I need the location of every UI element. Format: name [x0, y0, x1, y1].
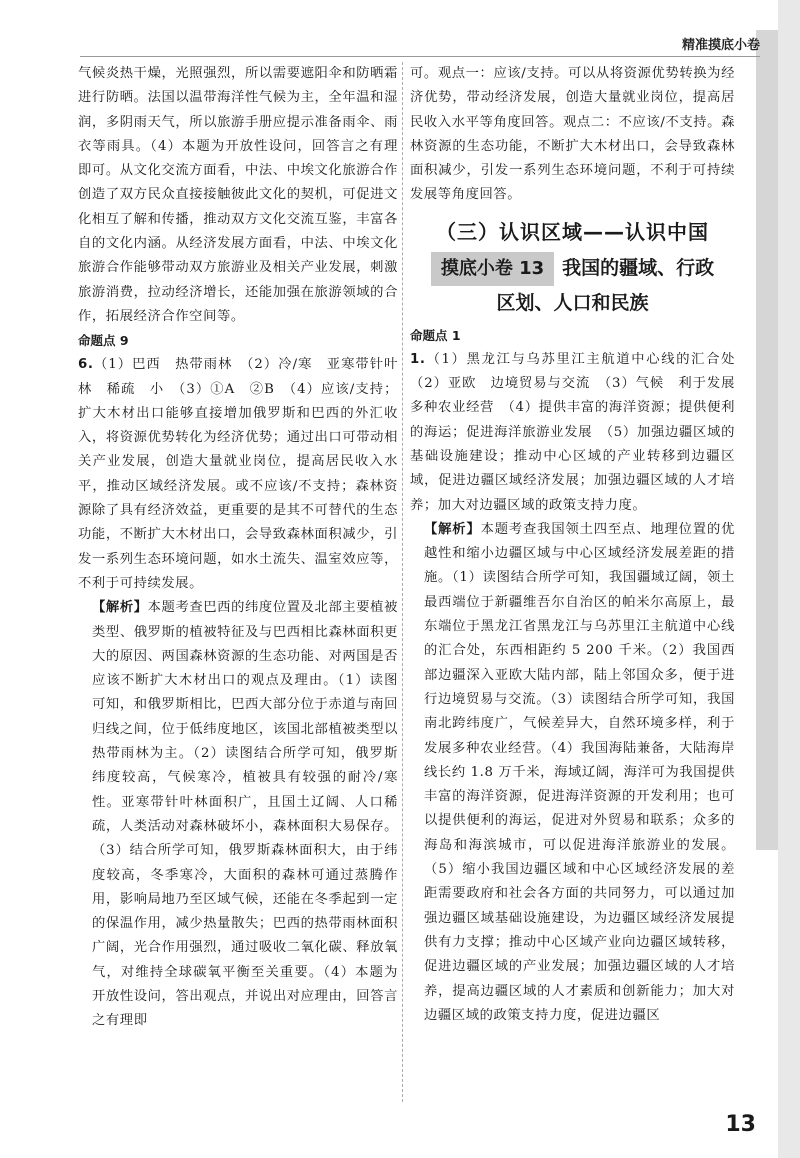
paper-title: [410, 251, 735, 320]
q1-answer: [410, 348, 749, 518]
q6-analysis: [78, 596, 398, 1033]
q1-analysis: [410, 518, 735, 1028]
q6-answer: [78, 353, 398, 596]
topic-label-1: 命题点 1: [410, 327, 461, 343]
analysis-label: 【解析】: [424, 521, 481, 537]
paper-title-line-1: 我国的疆域、行政: [562, 256, 715, 279]
q1-number: 1.: [410, 351, 426, 367]
paper-badge: 摸底小卷 13: [431, 252, 554, 286]
section-title: （三）认识区域——认识中国: [436, 219, 709, 244]
topic-label-9: 命题点 9: [78, 333, 129, 349]
intro-paragraph: 气候炎热干燥，光照强烈，所以需要遮阳伞和防晒霜进行防晒。法国以温带海洋性气候为主，全年温和湿润，多阴雨天气，所以旅游手册应提示准备雨伞、雨衣等雨具。（4）本题为开放性设问，回答言之有理即可。从文化交流方面看，中法、中埃文化旅游合作创造了双方民众直接接触彼此文化的契机，可促进文化相互了解和传播，推动双方文化交流互鉴，丰富各自的文化内涵。从经济发展方面看，中法、中埃文化旅游合作能够带动双方旅游业及相关产业发展，刺激旅游消费，拉动经济增长，还能加强在旅游领域的合作，拓展经济合作空间等。: [78, 66, 398, 324]
analysis-label: 【解析】: [92, 600, 148, 616]
header-rule: [80, 56, 760, 57]
left-column: [78, 62, 398, 1034]
q6-analysis-text: 本题考查巴西的纬度位置及北部主要植被类型、俄罗斯的植被特征及与巴西相比森林面积更大的原因、两国森林资源的生态功能、对两国是否应该不断扩大木材出口的观点及理由。（1）读图可知，和俄罗斯相比，巴西大部分位于赤道与南回归线之间，位于低纬度地区，该国北部植被类型以热带雨林为主。（2）读图结合所学可知，俄罗斯纬度较高，气候寒冷，植被具有较强的耐冷/寒性。亚寒带针叶林面积广，且国土辽阔、人口稀疏，人类活动对森林破坏小，森林面积大易保存。（3）结合所学可知，俄罗斯森林面积大，由于纬度较高，冬季寒冷，大面积的森林可通过蒸腾作用，影响局地乃至区域气候，还能在冬季起到一定的保温作用，减少热量散失；巴西的热带雨林面积广阔，光合作用强烈，通过吸收二氧化碳、释放氧气，对维持全球碳氧平衡至关重要。（4）本题为开放性设问，答出观点，并说出对应理由，回答言之有理即: [92, 600, 398, 1029]
continued-paragraph: 可。观点一：应该/支持。可以从将资源优势转换为经济优势，带动经济发展，创造大量就业岗位，提高居民收入水平等角度回答。观点二：不应该/不支持。森林资源的生态功能，不断扩大木材出口，会导致森林面积减少，引发一系列生态环境问题，不利于可持续发展等角度回答。: [410, 66, 735, 203]
header-label: 精准摸底小卷: [681, 38, 760, 53]
q6-number: 6.: [78, 357, 94, 373]
q6-answer-text: （1）巴西 热带雨林 （2）冷/寒 亚寒带针叶林 稀疏 小 （3）①A ②B （4）应该/支持；扩大木材出口能够直接增加俄罗斯和巴西的外汇收入，将资源优势转化为经济优势；通过出口可带动相关产业发展，创造大量就业岗位，提高居民收入水平，推动区域经济发展。或不应该/不支持；森林资源除了具有经济效益，更重要的是其不可替代的生态功能，不断扩大木材出口，会导致森林面积减少，引发一系列生态环境问题，如水土流失、温室效应等，不利于可持续发展。: [78, 357, 398, 591]
q1-answer-text: （1）黑龙江与乌苏里江主航道中心线的汇合处 （2）亚欧 边境贸易与交流 （3）气候 利于发展多种农业经营 （4）提供丰富的海洋资源；提供便利的海运；促进海洋旅游业发展 （5）加强边疆区域的基础设施建设；推动中心区域的产业转移到边疆区域，促进边疆区域经济发展；加强边疆区域的人才培养；加大对边疆区域的政策支持力度。: [410, 351, 749, 513]
paper-title-line-2: 区划、人口和民族: [496, 291, 649, 314]
column-divider: [402, 62, 404, 1102]
right-column: [410, 62, 749, 1028]
page-tab-edge: [756, 30, 778, 850]
page-number: 13: [725, 1112, 756, 1137]
q1-analysis-text: 本题考查我国领土四至点、地理位置的优越性和缩小边疆区域与中心区域经济发展差距的措施。（1）读图结合所学可知，我国疆域辽阔，领土最西端位于新疆维吾尔自治区的帕米尔高原上，最东端位于黑龙江省黑龙江与乌苏里江主航道中心线的汇合处，东西相距约 5 200 千米。（2）我国西部边疆深入亚欧大陆内部，陆上邻国众多，便于进行边境贸易与交流。（3）读图结合所学可知，我国南北跨纬度广，气候差异大，自然环境多样，利于发展多种农业经营。（4）我国海陆兼备，大陆海岸线长约 1.8 万千米，海域辽阔，海洋可为我国提供丰富的海洋资源，促进海洋资源的开发利用；也可以提供便利的海运，促进对外贸易和联系；众多的海岛和海滨城市，可以促进海洋旅游业的发展。（5）缩小我国边疆区域和中心区域经济发展的差距需要政府和社会各方面的共同努力，可以通过加强边疆区域基础设施建设，为边疆区域经济发展提供有力支撑；推动中心区域产业向边疆区域转移，促进边疆区域的产业发展；加强边疆区域的人才培养，提高边疆区域的人才素质和创新能力；加大对边疆区域的政策支持力度，促进边疆区: [424, 521, 735, 1023]
